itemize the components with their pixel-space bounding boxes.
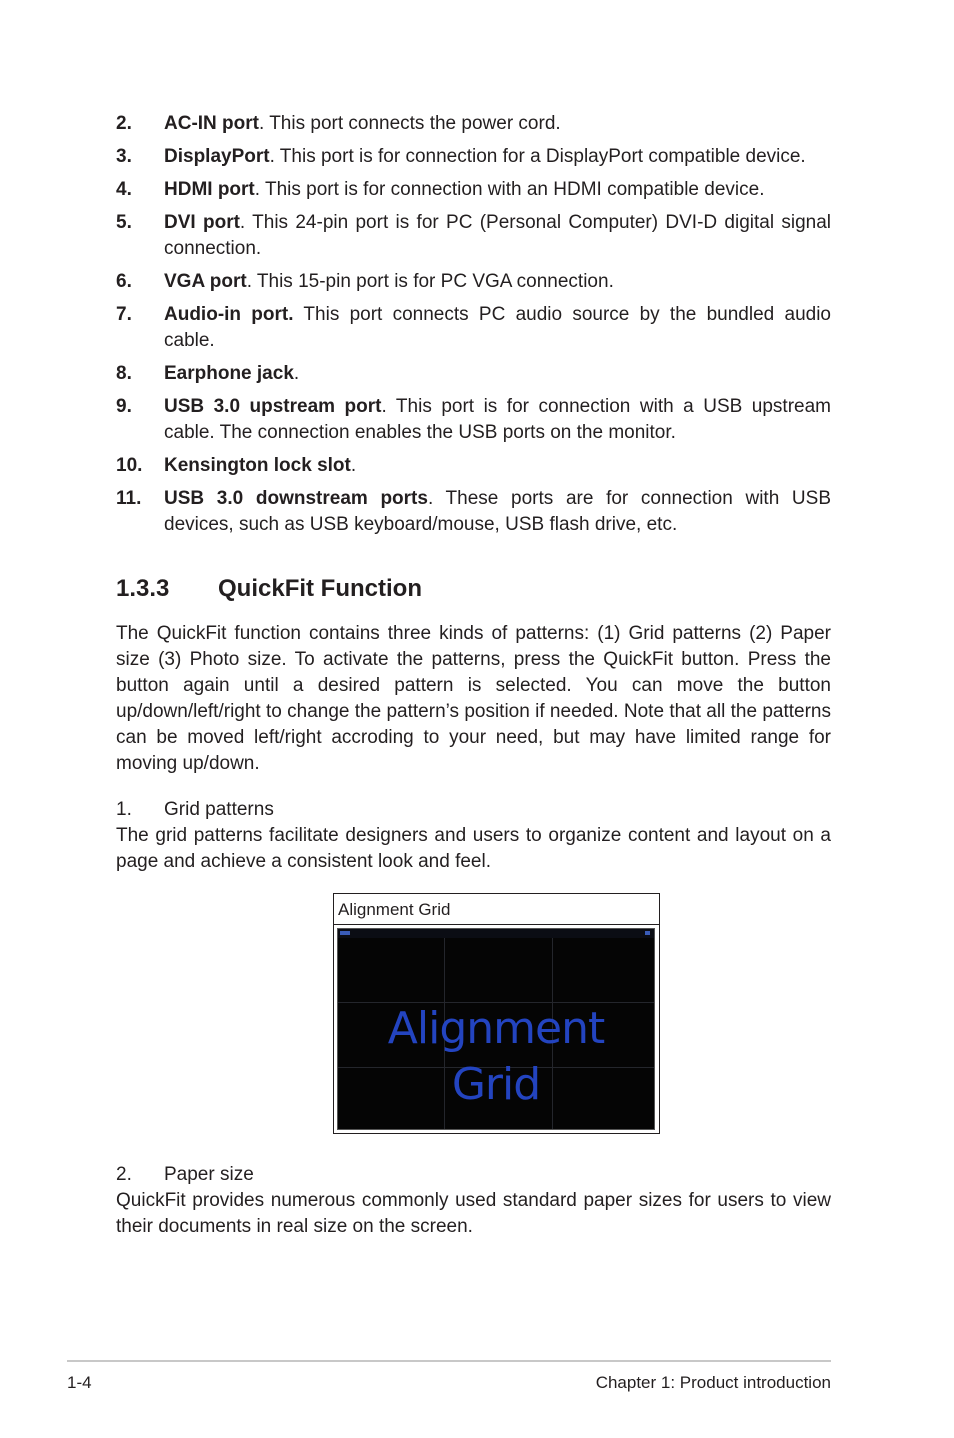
grid-patterns-item bbox=[116, 797, 831, 875]
port-description: . This 15-pin port is for PC VGA connection. bbox=[246, 271, 614, 292]
logo-icon bbox=[340, 931, 350, 935]
port-name: VGA port bbox=[164, 271, 247, 292]
list-item bbox=[116, 302, 831, 354]
item-number: 2. bbox=[116, 113, 132, 134]
item-description: The grid patterns facilitate designers and users to organize content and layout on a page and achieve a consistent look and feel. bbox=[116, 825, 831, 872]
item-number: 8. bbox=[116, 363, 132, 384]
page-number: 1-4 bbox=[67, 1373, 92, 1392]
section-heading bbox=[116, 575, 422, 603]
port-description: . This port connects the power cord. bbox=[258, 113, 561, 134]
port-name: DVI port bbox=[164, 212, 240, 233]
list-item bbox=[116, 453, 831, 479]
item-description: QuickFit provides numerous commonly used standard paper sizes for users to view their documents in real size on the screen. bbox=[116, 1190, 831, 1237]
port-description: . This port is for connection with an HDMI compatible device. bbox=[254, 179, 765, 200]
footer-divider bbox=[67, 1360, 831, 1362]
list-item bbox=[116, 394, 831, 446]
item-number: 11. bbox=[116, 488, 142, 509]
list-item bbox=[116, 177, 831, 203]
item-number: 2. bbox=[116, 1164, 132, 1185]
chapter-title: Chapter 1: Product introduction bbox=[595, 1373, 831, 1392]
item-number: 9. bbox=[116, 396, 132, 417]
item-number: 4. bbox=[116, 179, 132, 200]
list-item bbox=[116, 269, 831, 295]
port-description: . bbox=[350, 455, 357, 476]
item-number: 10. bbox=[116, 455, 143, 476]
list-item bbox=[116, 361, 831, 387]
port-description: . This port is for connection for a DisplayPort compatible device. bbox=[269, 146, 806, 167]
port-description: . bbox=[293, 363, 300, 384]
item-number: 6. bbox=[116, 271, 132, 292]
list-item bbox=[116, 486, 831, 538]
section-intro: The QuickFit function contains three kinds of patterns: (1) Grid patterns (2) Paper size (3) Photo size. To activate the patterns, press the QuickFit button. Press the button again until a desired pattern is selected. You can move the button up/down/left/right to change the pattern’s position if needed. Note that all the patterns can be moved left/right accroding to your need, but may have limited range for moving up/down. bbox=[116, 623, 831, 774]
list-item bbox=[116, 144, 831, 170]
list-item bbox=[116, 210, 831, 262]
section-title: QuickFit Function bbox=[218, 575, 422, 602]
port-description: . These ports are for connection with USB devices, such as USB keyboard/mouse, USB flash drive, etc. bbox=[164, 488, 832, 535]
port-description: . This port is for connection with a USB upstream cable. The connection enables the USB ports on the monitor. bbox=[164, 396, 832, 443]
port-name: Kensington lock slot bbox=[164, 455, 351, 476]
port-name: Earphone jack bbox=[164, 363, 294, 384]
port-name: USB 3.0 downstream ports bbox=[164, 488, 428, 509]
item-number: 1. bbox=[116, 799, 132, 820]
section-number: 1.3.3 bbox=[116, 575, 170, 602]
item-title: Grid patterns bbox=[164, 799, 274, 820]
close-icon bbox=[645, 931, 650, 935]
screen-overlay-text: Alignment Grid bbox=[387, 1003, 605, 1110]
port-description: This port connects PC audio source by the bundled audio cable. bbox=[164, 304, 831, 351]
figure-caption: Alignment Grid bbox=[334, 894, 659, 925]
list-item bbox=[116, 111, 831, 137]
port-name: HDMI port bbox=[164, 179, 255, 200]
port-name: AC-IN port bbox=[164, 113, 259, 134]
alignment-grid-screenshot bbox=[337, 928, 655, 1130]
port-name: USB 3.0 upstream port bbox=[164, 396, 382, 417]
port-name: DisplayPort bbox=[164, 146, 270, 167]
screen-title-bar bbox=[338, 929, 654, 938]
port-description: . This 24-pin port is for PC (Personal Computer) DVI-D digital signal connection. bbox=[164, 212, 832, 259]
alignment-grid-figure bbox=[333, 893, 660, 1134]
item-number: 3. bbox=[116, 146, 132, 167]
item-number: 5. bbox=[116, 212, 132, 233]
item-number: 7. bbox=[116, 304, 132, 325]
port-name: Audio-in port. bbox=[164, 304, 294, 325]
paper-size-item bbox=[116, 1162, 831, 1240]
item-title: Paper size bbox=[164, 1164, 254, 1185]
port-list bbox=[116, 111, 831, 545]
